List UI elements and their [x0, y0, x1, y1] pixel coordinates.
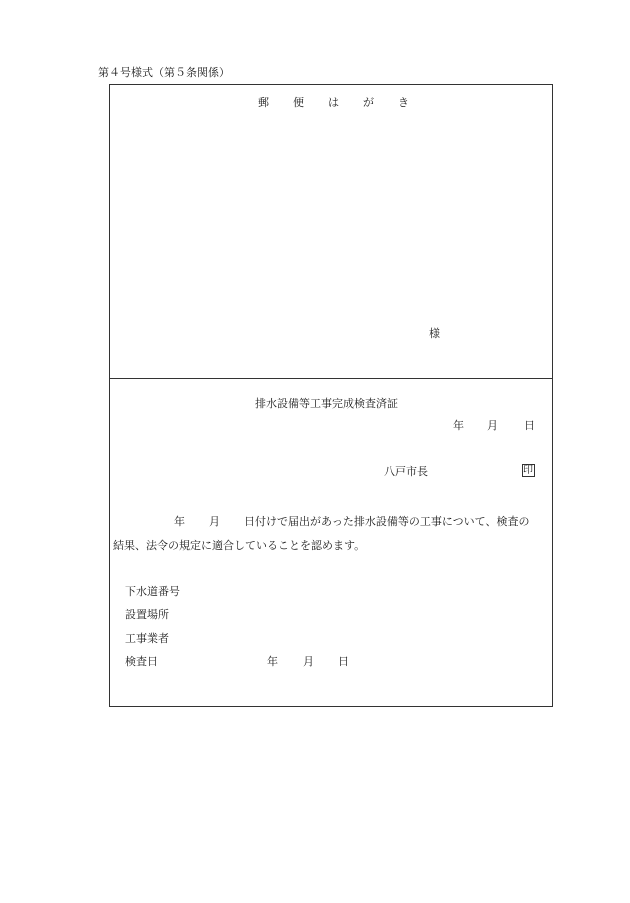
postcard-heading-char: は [328, 96, 339, 109]
addressee-suffix: 様 [429, 327, 440, 340]
issuer-name: 八戸市長 [384, 465, 428, 478]
field-inspection-date: 検査日 [125, 655, 158, 668]
postcard-heading-char: 便 [293, 96, 304, 109]
certificate-title: 排水設備等工事完成検査済証 [255, 397, 398, 410]
seal-char: 印 [523, 465, 533, 476]
postcard-heading-char: が [363, 96, 374, 109]
seal-mark [522, 464, 535, 477]
body-text-line2: 結果、法令の規定に適合していることを認めます。 [113, 539, 366, 552]
postcard-heading-char: き [398, 96, 409, 109]
issue-date-year: 年 [453, 419, 464, 432]
section-divider [109, 378, 553, 379]
field-sewer-number: 下水道番号 [125, 585, 180, 598]
inspection-month: 月 [303, 655, 314, 668]
field-contractor: 工事業者 [125, 632, 169, 645]
inspection-year: 年 [267, 655, 278, 668]
inspection-day: 日 [338, 655, 349, 668]
postcard-heading-char: 郵 [258, 96, 269, 109]
form-frame [109, 84, 553, 707]
issue-date-day: 日 [524, 419, 535, 432]
issue-date-month: 月 [487, 419, 498, 432]
body-text-line1: 日付けで届出があった排水設備等の工事について、検査の [244, 515, 530, 528]
form-label: 第４号様式（第５条関係） [98, 66, 230, 79]
body-year: 年 [174, 515, 185, 528]
field-location: 設置場所 [125, 608, 169, 621]
body-month: 月 [209, 515, 220, 528]
